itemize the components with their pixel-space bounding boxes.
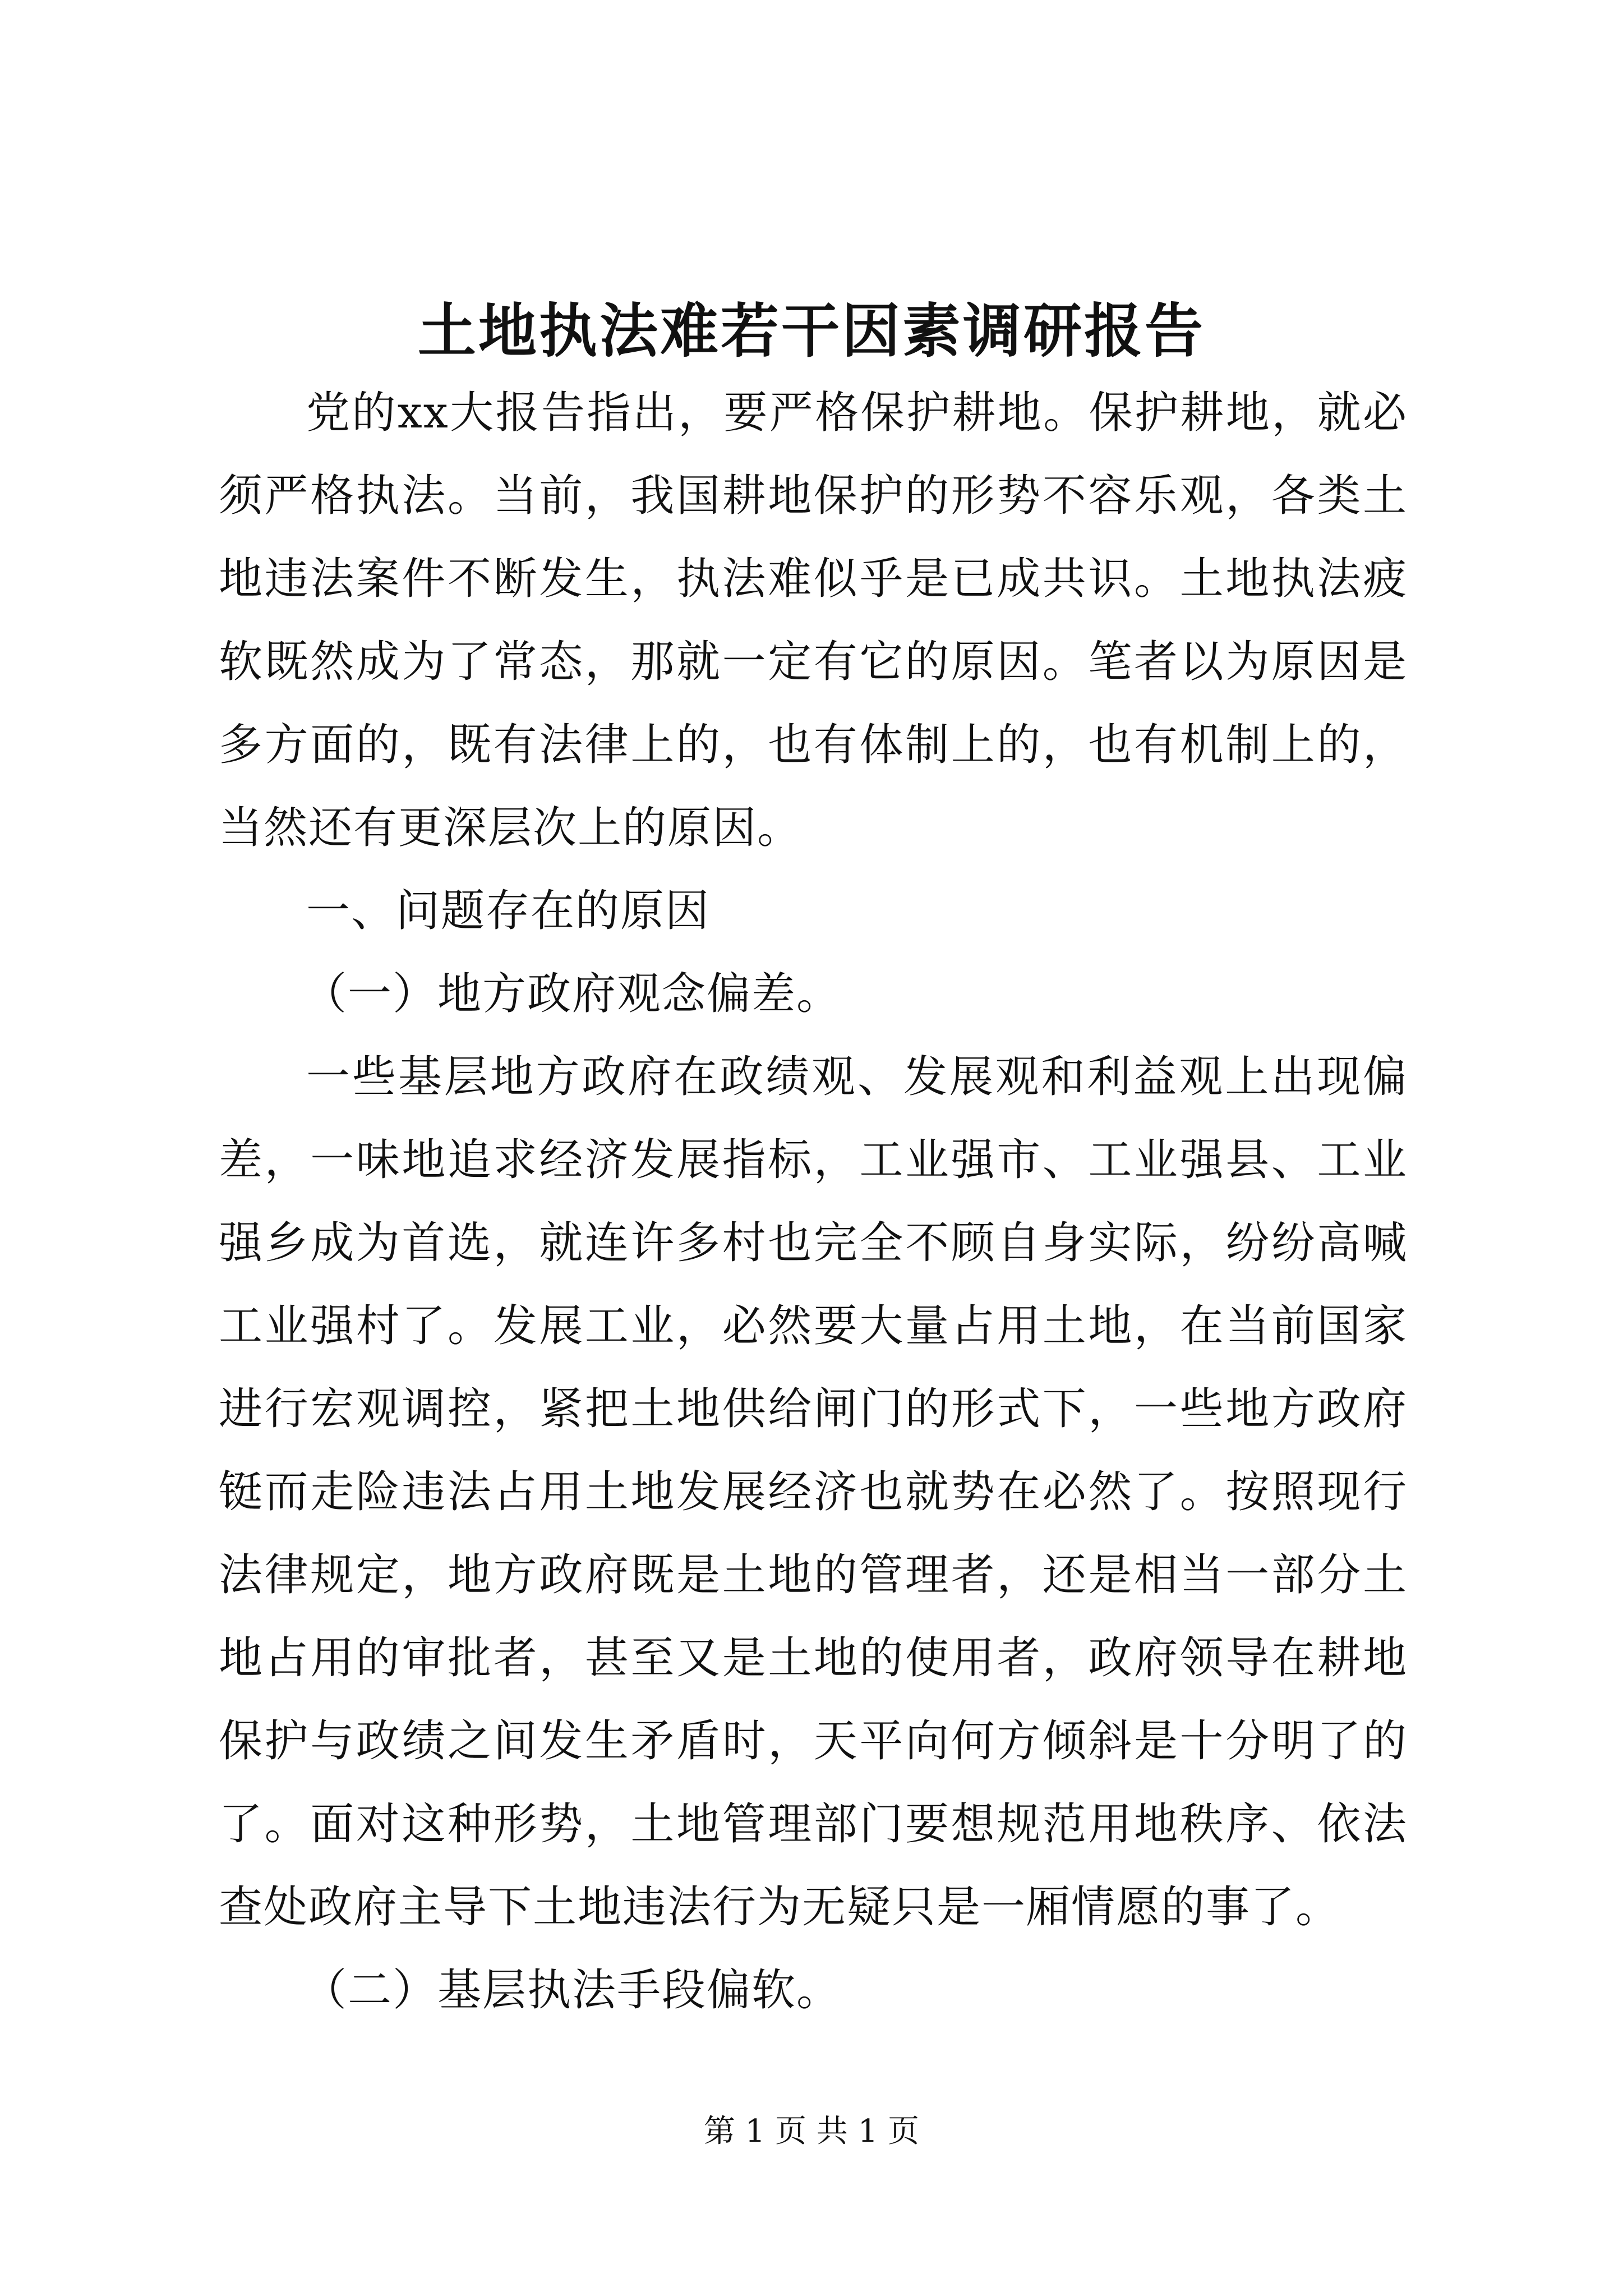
section-heading: 一、问题存在的原因 (306, 886, 711, 936)
subsection-1-paragraph: 一些基层地方政府在政绩观、发展观和利益观上出现偏差，一味地追求经济发展指标，工业强市、工业强县、工业强乡成为首选，就连许多村也完全不顾自身实际，纷纷高喊工业强村了。发展工业，必然要大量占用土地，在当前国家进行宏观调控，紧把土地供给闸门的形式下，一些地方政府铤而走险违法占用土地发展经济也就势在必然了。按照现行法律规定，地方政府既是土地的管理者，还是相当一部分土地占用的审批者，甚至又是土地的使用者，政府领导在耕地保护与政绩之间发生矛盾时，天平向何方倾斜是十分明了的了。面对这种形势，土地管理部门要想规范用地秩序、依法查处政府主导下土地违法行为无疑只是一厢情愿的事了。 (219, 1052, 1408, 1932)
subsection-heading-2: （二）基层执法手段偏软。 (303, 1965, 842, 2016)
document-title: 土地执法难若干因素调研报告 (417, 296, 1205, 365)
intro-paragraph: 党的xx大报告指出，要严格保护耕地。保护耕地，就必须严格执法。当前，我国耕地保护的形势不容乐观，各类土地违法案件不断发生，执法难似乎是已成共识。土地执法疲软既然成为了常态，那就一定有它的原因。笔者以为原因是多方面的，既有法律上的，也有体制上的，也有机制上的，当然还有更深层次上的原因。 (219, 388, 1408, 853)
subsection-heading-1: （一）地方政府观念偏差。 (303, 969, 842, 1019)
document-body (219, 371, 1408, 2032)
page-footer: 第 1 页 共 1 页 (703, 2113, 920, 2150)
